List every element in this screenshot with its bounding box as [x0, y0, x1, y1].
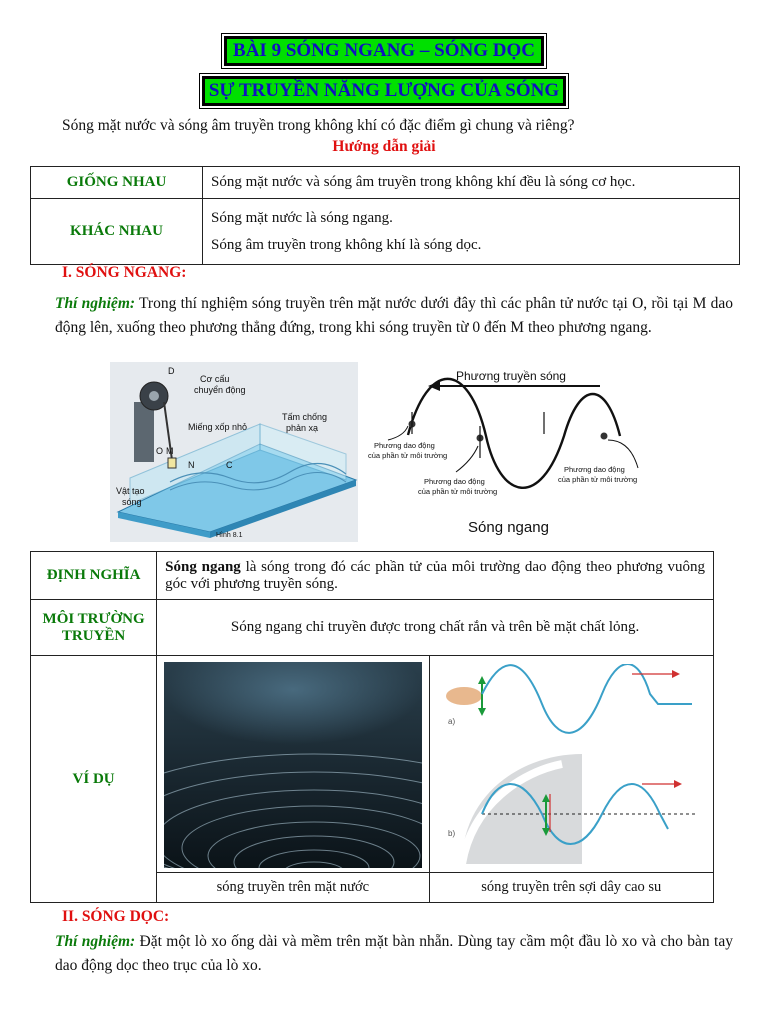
osc-mid-label: Phương dao động	[424, 477, 485, 486]
same-label: GIỐNG NHAU	[31, 167, 203, 199]
label-object: Vật tạo	[116, 486, 145, 496]
label-sponge: Miếng xốp nhỏ	[188, 422, 248, 432]
wave-direction-label: Phương truyền sóng	[456, 369, 566, 383]
guide-heading: Hướng dẫn giải	[332, 138, 436, 155]
experiment-text: Trong thí nghiệm sóng truyền trên mặt nước dưới đây thì các phân tử nước tại O, rồi tại M dao động lên, xuống theo phương thẳng đứng, trong khi sóng truyền từ 0 đến M theo phương ngang.	[55, 295, 733, 336]
definition-label: ĐỊNH NGHĨA	[31, 552, 157, 600]
example-label: VÍ DỤ	[31, 656, 157, 903]
definition-term: Sóng ngang	[165, 558, 241, 575]
table-row	[31, 600, 714, 656]
label-mechanism: Cơ cấu	[200, 374, 230, 384]
same-value: Sóng mặt nước và sóng âm truyền trong không khí đều là sóng cơ học.	[203, 167, 740, 199]
label-c: C	[226, 460, 233, 470]
label-plate-2: phản xạ	[286, 423, 319, 433]
question-text: Sóng mặt nước và sóng âm truyền trong không khí có đặc điểm gì chung và riêng?	[62, 117, 575, 134]
diff-value-1: Sóng mặt nước là sóng ngang.	[211, 209, 393, 226]
osc-left-label: Phương dao động	[374, 441, 435, 450]
osc-right-label-2: của phần tử môi trường	[558, 475, 638, 484]
label-o: O	[156, 446, 164, 456]
definition-text: là sóng trong đó các phần tử của môi trường dao động theo phương vuông góc với phương truyền sóng.	[165, 558, 705, 592]
rope-example-cell	[429, 656, 713, 873]
lesson-title: BÀI 9 SÓNG NGANG – SÓNG DỌC	[224, 36, 544, 66]
rope-label-b: b)	[448, 829, 456, 838]
experiment-text: Đặt một lò xo ống dài và mềm trên mặt bàn nhẵn. Dùng tay cầm một đầu lò xo và cho bàn tay dao động dọc theo trục của lò xo.	[55, 933, 733, 974]
water-example-cell	[157, 656, 429, 873]
table-row	[31, 552, 714, 600]
table-row	[31, 199, 740, 265]
medium-label: MÔI TRƯỜNG TRUYỀN	[31, 600, 157, 656]
section-heading-longitudinal: II. SÓNG DỌC:	[62, 908, 170, 925]
label-plate: Tấm chống	[282, 412, 328, 422]
label-mechanism-2: chuyển động	[194, 385, 246, 395]
diff-label: KHÁC NHAU	[31, 199, 203, 265]
rope-wave-figure	[442, 664, 700, 864]
diff-value-cell	[203, 199, 740, 265]
lesson-subtitle: SỰ TRUYỀN NĂNG LƯỢNG CỦA SÓNG	[202, 76, 566, 106]
water-caption: sóng truyền trên mặt nước	[157, 873, 429, 903]
label-d: D	[168, 366, 175, 376]
label-figure-number: Hình 8.1	[216, 532, 243, 539]
diff-value-2: Sóng âm truyền trong không khí là sóng dọc.	[211, 236, 482, 253]
ripple-tank-figure	[110, 362, 358, 542]
transverse-wave-figure	[368, 360, 658, 542]
label-object-2: sóng	[122, 497, 142, 507]
experiment-label: Thí nghiệm:	[55, 295, 136, 312]
comparison-table	[30, 166, 740, 265]
definition-table	[30, 551, 714, 903]
osc-left-label-2: của phần tử môi trường	[368, 451, 448, 460]
experiment-paragraph-2	[55, 930, 733, 978]
osc-mid-label-2: của phần tử môi trường	[418, 487, 498, 496]
table-row	[31, 167, 740, 199]
osc-right-label: Phương dao động	[564, 465, 625, 474]
experiment-label: Thí nghiệm:	[55, 933, 136, 950]
experiment-paragraph-1	[55, 292, 733, 340]
water-ripple-photo	[164, 662, 422, 868]
section-heading-transverse: I. SÓNG NGANG:	[62, 264, 187, 281]
label-m: M	[166, 446, 174, 456]
wave-caption: Sóng ngang	[468, 519, 549, 536]
medium-value: Sóng ngang chỉ truyền được trong chất rắn và trên bề mặt chất lỏng.	[157, 600, 714, 656]
label-n: N	[188, 460, 195, 470]
rope-caption: sóng truyền trên sợi dây cao su	[429, 873, 713, 903]
table-row	[31, 656, 714, 873]
rope-label-a: a)	[448, 717, 456, 726]
definition-value	[157, 552, 714, 600]
